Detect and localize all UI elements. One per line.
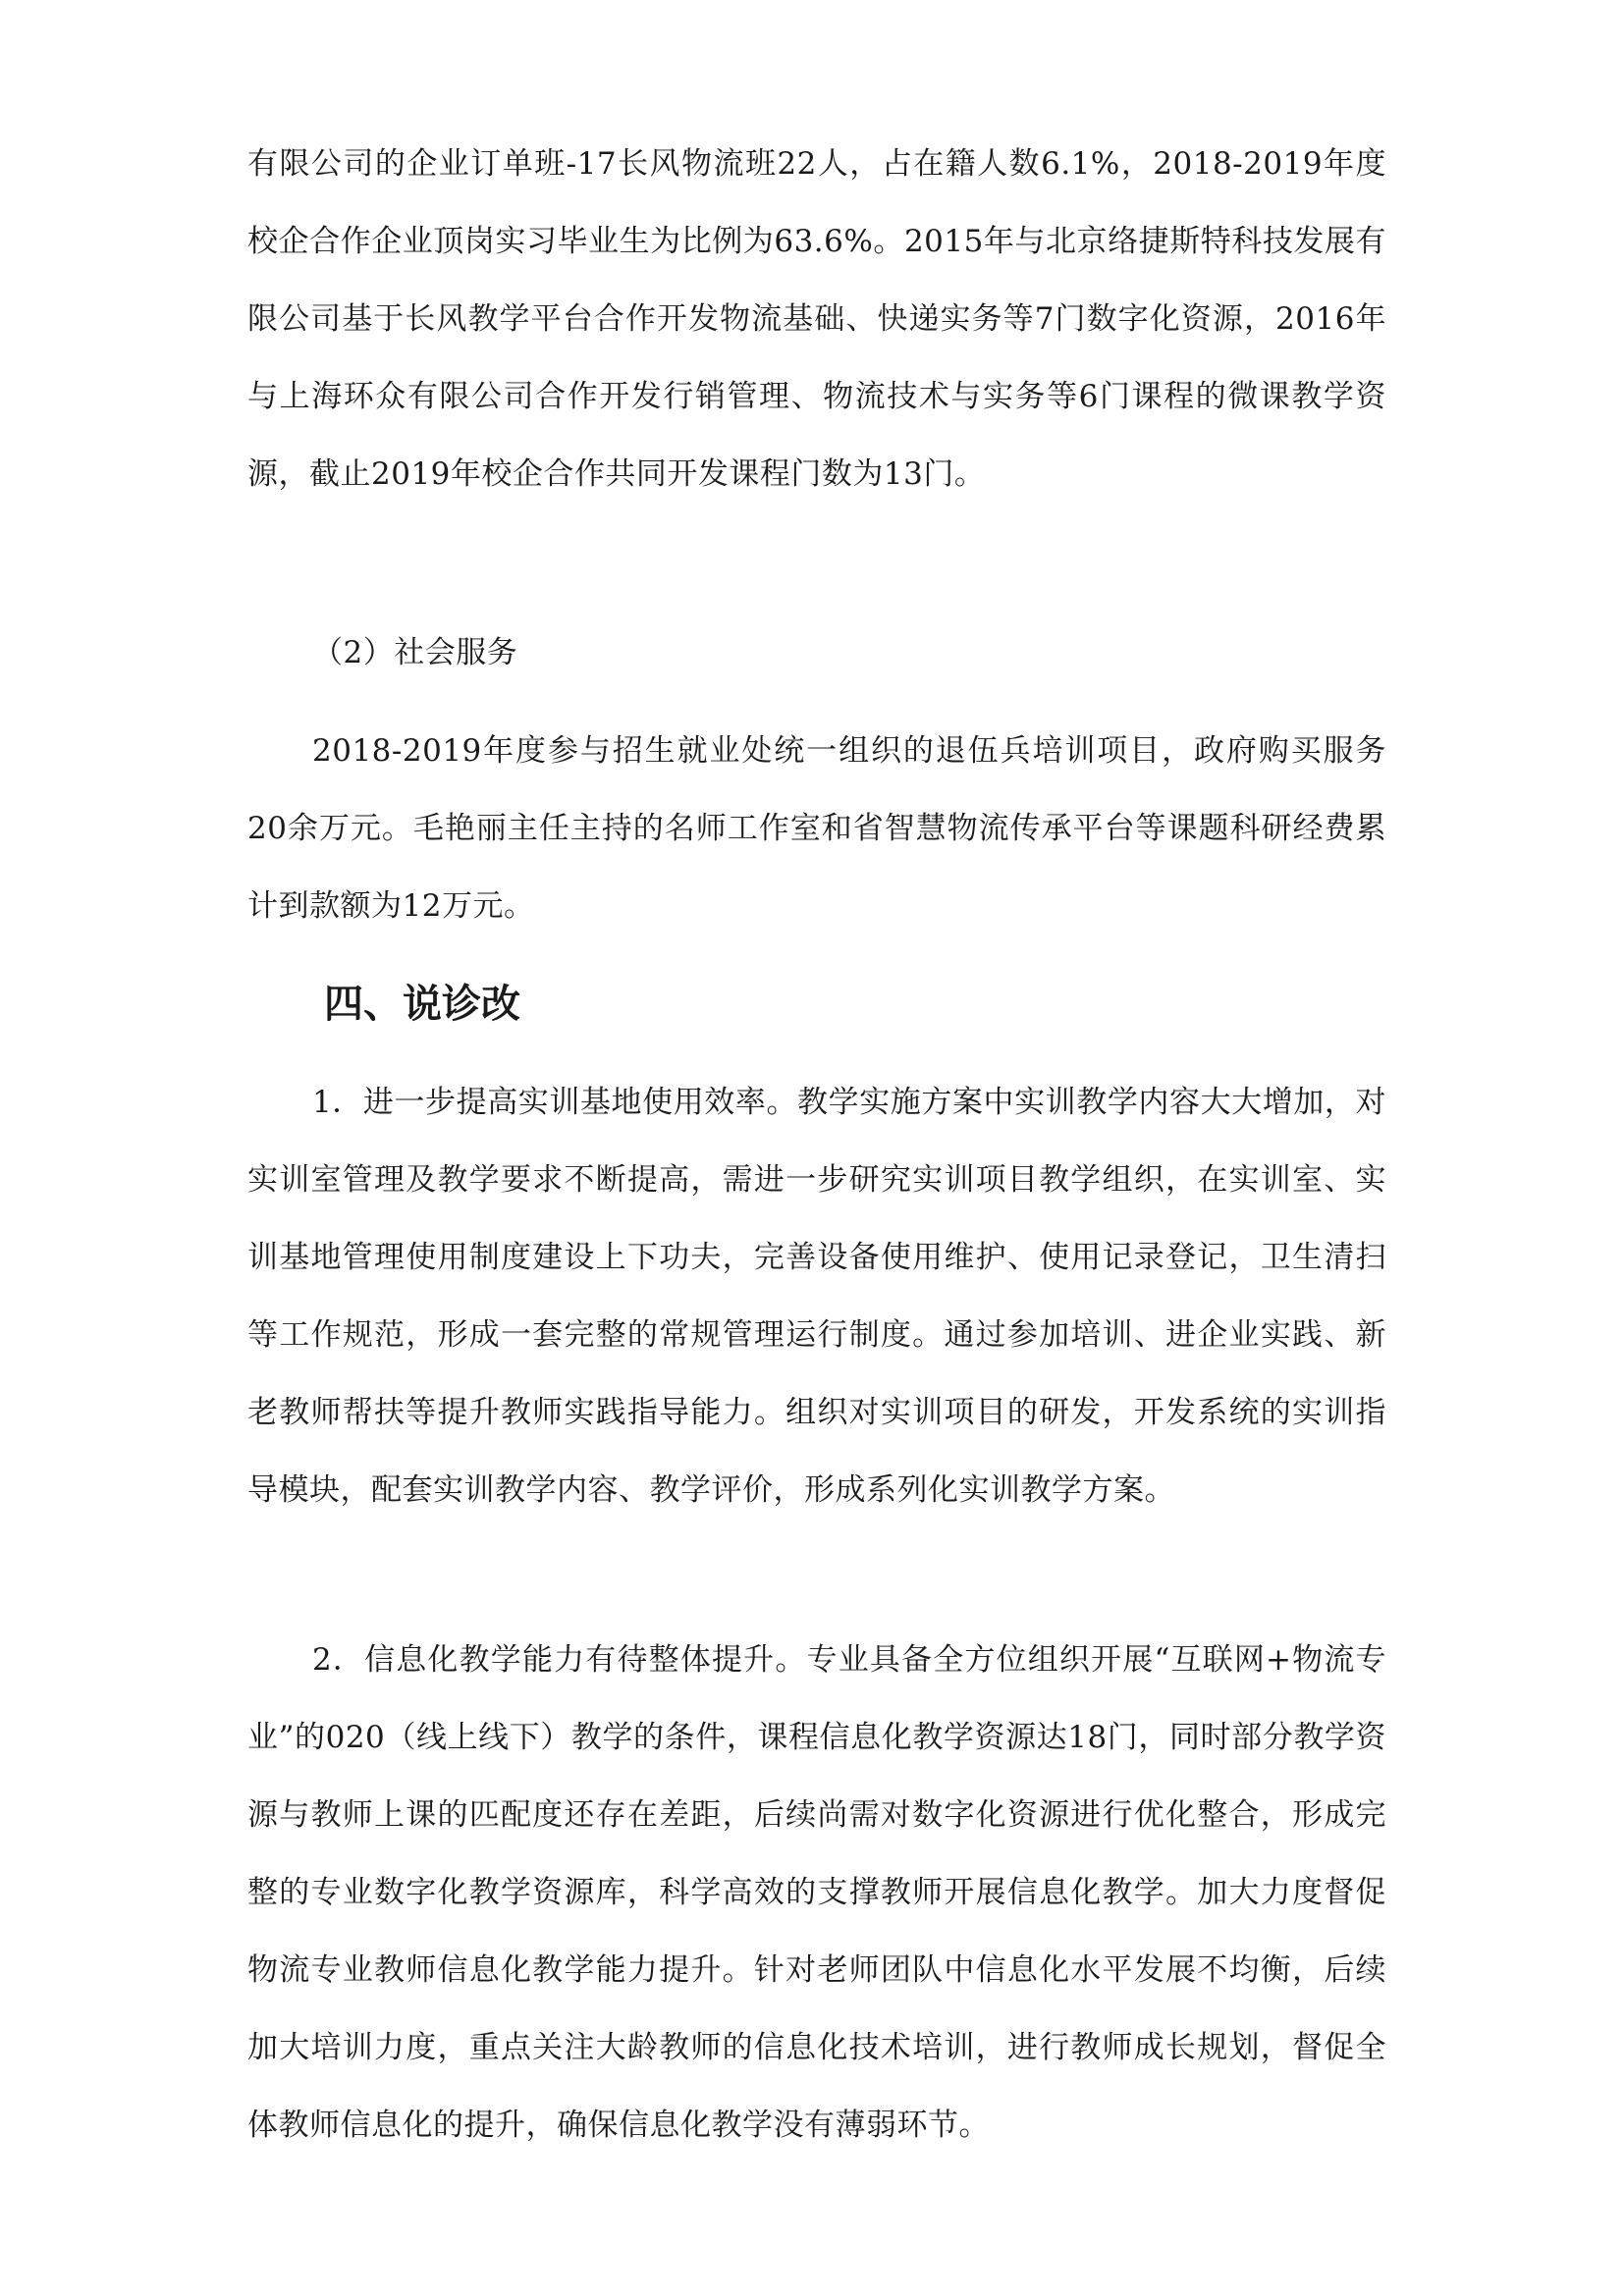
paragraph-improvement-1: 1．进一步提高实训基地使用效率。教学实施方案中实训教学内容大大增加，对实训室管理及教学要求不断提高，需进一步研究实训项目教学组织，在实训室、实训基地管理使用制度建设上下功夫，完善设备使用维护、使用记录登记，卫生清扫等工作规范，形成一套完整的常规管理运行制度。通过参加培训、进企业实践、新老教师帮扶等提升教师实践指导能力。组织对实训项目的研发，开发系统的实训指导模块，配套实训教学内容、教学评价，形成系列化实训教学方案。 — [247, 1085, 1386, 1508]
section-heading: 四、说诊改 — [324, 982, 520, 1027]
subheading-social-service: （2）社会服务 — [312, 635, 518, 670]
paragraph-improvement-2: 2．信息化教学能力有待整体提升。专业具备全方位组织开展“互联网+物流专业”的020（线上线下）教学的条件，课程信息化教学资源达18门，同时部分教学资源与教师上课的匹配度还存在差距，后续尚需对数字化资源进行优化整合，形成完整的专业数字化教学资源库，科学高效的支撑教师开展信息化教学。加大力度督促物流专业教师信息化教学能力提升。针对老师团队中信息化水平发展不均衡，后续加大培训力度，重点关注大龄教师的信息化技术培训，进行教师成长规划，督促全体教师信息化的提升，确保信息化教学没有薄弱环节。 — [247, 1642, 1386, 2143]
paragraph-social-service: 2018-2019年度参与招生就业处统一组织的退伍兵培训项目，政府购买服务20余万元。毛艳丽主任主持的名师工作室和省智慧物流传承平台等课题科研经费累计到款额为12万元。 — [247, 733, 1386, 924]
paragraph-enterprise-cooperation: 有限公司的企业订单班-17长风物流班22人，占在籍人数6.1%，2018-2019年度校企合作企业顶岗实习毕业生为比例为63.6%。2015年与北京络捷斯特科技发展有限公司基于长风教学平台合作开发物流基础、快递实务等7门数字化资源，2016年与上海环众有限公司合作开发行销管理、物流技术与实务等6门课程的微课教学资源，截止2019年校企合作共同开发课程门数为13门。 — [247, 146, 1386, 492]
